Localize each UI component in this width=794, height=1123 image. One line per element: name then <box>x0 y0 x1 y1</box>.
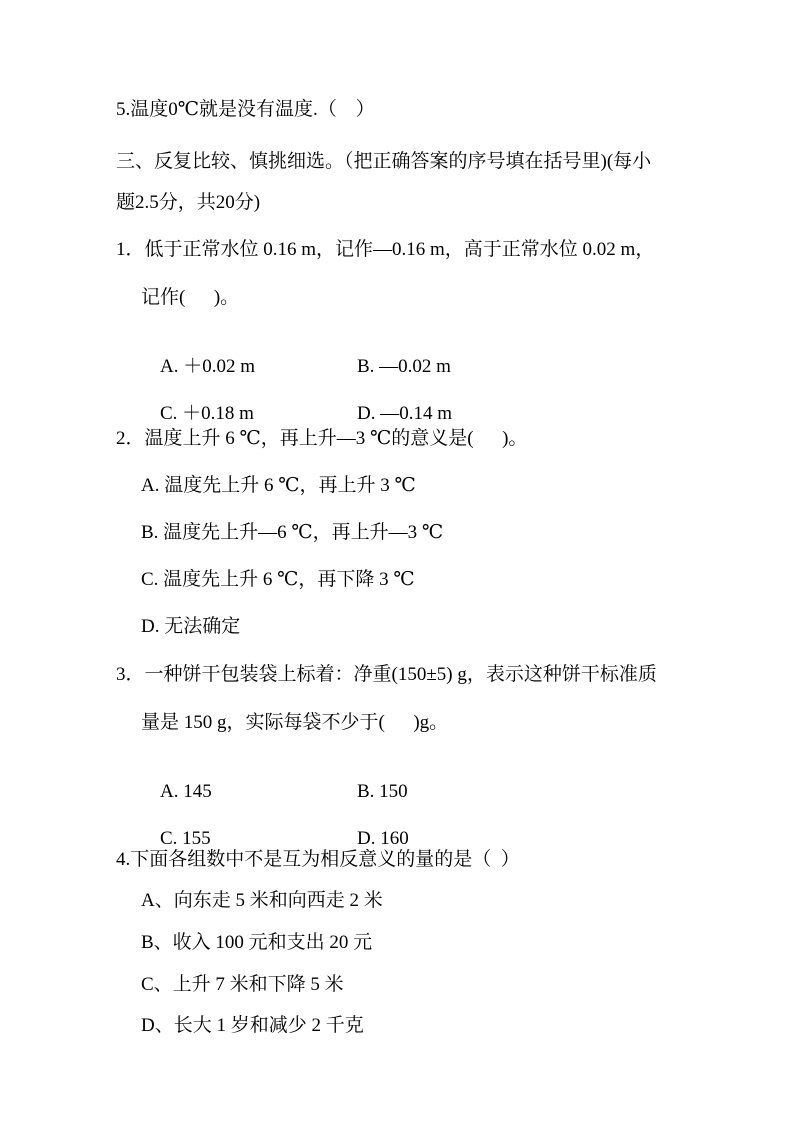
question-2-option-d: D. 无法确定 <box>141 616 241 637</box>
question-2-option-c: C. 温度先上升 6 ℃，再下降 3 ℃ <box>141 569 415 590</box>
question-1-option-c: C. ＋0.18 m <box>160 403 254 424</box>
question-2-option-a: A. 温度先上升 6 ℃，再上升 3 ℃ <box>141 475 416 496</box>
question-4-option-c: C、上升 7 米和下降 5 米 <box>141 974 344 995</box>
question-4-option-a: A、向东走 5 米和向西走 2 米 <box>141 890 383 911</box>
question-1-stem-line2: 记作( )。 <box>141 287 240 308</box>
question-1-stem-line1: 1．低于正常水位 0.16 m，记作—0.16 m，高于正常水位 0.02 m， <box>116 239 655 260</box>
question-3-stem-line2: 量是 150 g，实际每袋不少于( )g。 <box>141 712 449 733</box>
judgement-item-5: 5.温度0℃就是没有温度.（ ） <box>116 99 375 120</box>
question-4-stem-line1: 4.下面各组数中不是互为相反意义的量的是（ ） <box>116 849 520 870</box>
section-heading-line2: 题2.5分，共20分) <box>116 192 261 213</box>
question-3-option-b: B. 150 <box>357 781 408 802</box>
section-heading-line1: 三、反复比较、慎挑细选。（把正确答案的序号填在括号里)(每小 <box>116 151 652 172</box>
question-1-option-a: A. ＋0.02 m <box>160 356 256 377</box>
question-3-option-a: A. 145 <box>160 781 212 802</box>
question-3-option-d: D. 160 <box>357 828 409 849</box>
question-2-stem-line1: 2．温度上升 6 ℃，再上升—3 ℃的意义是( )。 <box>116 428 528 449</box>
question-1-option-b: B. —0.02 m <box>357 356 451 377</box>
question-2-option-b: B. 温度先上升—6 ℃，再上升—3 ℃ <box>141 522 444 543</box>
question-1-option-d: D. —0.14 m <box>357 403 452 424</box>
question-3-stem-line1: 3．一种饼干包装袋上标着：净重(150±5) g，表示这种饼干标准质 <box>116 664 657 685</box>
question-3-option-c: C. 155 <box>160 828 211 849</box>
question-4-option-d: D、长大 1 岁和减少 2 千克 <box>141 1015 364 1036</box>
question-4-option-b: B、收入 100 元和支出 20 元 <box>141 932 373 953</box>
